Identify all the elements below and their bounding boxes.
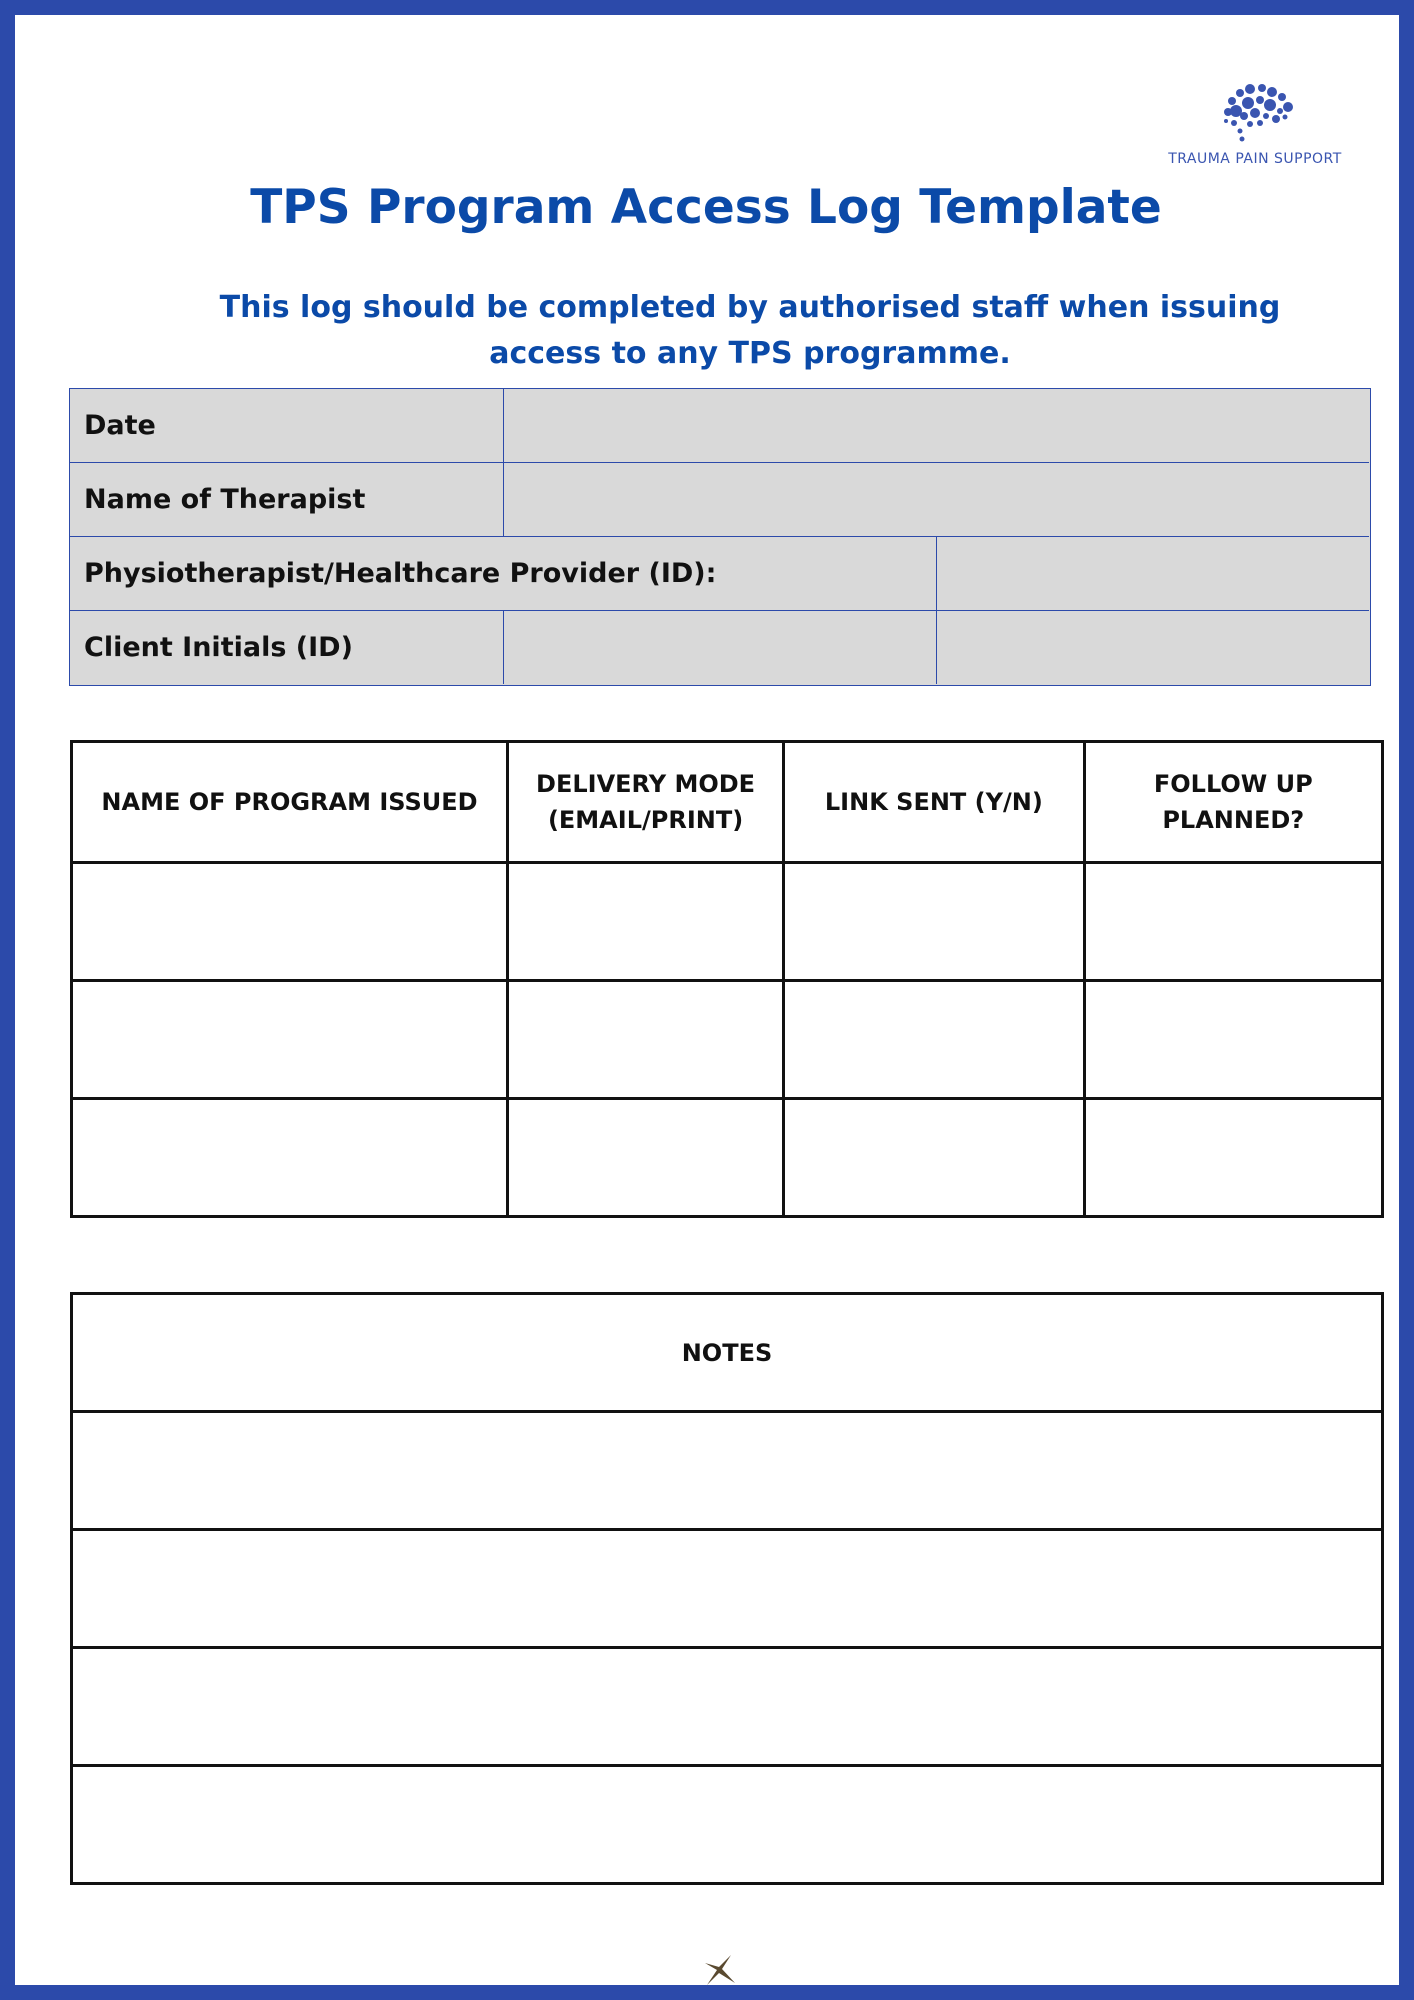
therapist-label: Name of Therapist [70, 463, 504, 537]
column-header: FOLLOW UP PLANNED? [1084, 742, 1382, 863]
date-label: Date [70, 389, 504, 463]
table-cell[interactable] [507, 1099, 783, 1217]
table-cell[interactable] [507, 863, 783, 981]
date-field[interactable] [504, 389, 1369, 463]
notes-row [72, 1766, 1383, 1884]
column-header: NAME OF PROGRAM ISSUED [72, 742, 508, 863]
table-cell[interactable] [72, 1099, 508, 1217]
table-cell[interactable] [784, 981, 1084, 1099]
therapist-field[interactable] [504, 463, 1369, 537]
table-cell[interactable] [1084, 981, 1382, 1099]
table-cell[interactable] [72, 863, 508, 981]
info-fields-grid [69, 388, 1371, 686]
sparkle-icon [703, 1953, 737, 1987]
table-cell[interactable] [784, 1099, 1084, 1217]
table-cell[interactable] [72, 981, 508, 1099]
program-table [70, 740, 1384, 1218]
table-cell[interactable] [1084, 863, 1382, 981]
notes-row [72, 1530, 1383, 1648]
column-header: DELIVERY MODE (EMAIL/PRINT) [507, 742, 783, 863]
logo-text: TRAUMA PAIN SUPPORT [1168, 151, 1342, 167]
notes-cell[interactable] [72, 1648, 1383, 1766]
notes-row [72, 1412, 1383, 1530]
logo [1145, 83, 1365, 173]
provider-label: Physiotherapist/Healthcare Provider (ID): [70, 537, 937, 611]
table-cell[interactable] [507, 981, 783, 1099]
column-header: LINK SENT (Y/N) [784, 742, 1084, 863]
client-initials-field[interactable] [504, 611, 937, 684]
notes-table [70, 1292, 1384, 1885]
table-row [72, 863, 1383, 981]
notes-cell[interactable] [72, 1412, 1383, 1530]
page-subtitle: This log should be completed by authorised staff when issuing access to any TPS programme. [219, 290, 1281, 371]
page-title: TPS Program Access Log Template [250, 180, 1162, 235]
client-id-field[interactable] [937, 611, 1369, 684]
notes-header: NOTES [72, 1294, 1383, 1412]
table-row [72, 1099, 1383, 1217]
program-table-header [72, 742, 1383, 863]
table-cell[interactable] [1084, 1099, 1382, 1217]
notes-cell[interactable] [72, 1766, 1383, 1884]
notes-cell[interactable] [72, 1530, 1383, 1648]
table-row [72, 981, 1383, 1099]
table-cell[interactable] [784, 863, 1084, 981]
brain-dots-icon [1222, 83, 1294, 145]
notes-header-row [72, 1294, 1383, 1412]
provider-id-field[interactable] [937, 537, 1369, 611]
notes-row [72, 1648, 1383, 1766]
client-label: Client Initials (ID) [70, 611, 504, 684]
